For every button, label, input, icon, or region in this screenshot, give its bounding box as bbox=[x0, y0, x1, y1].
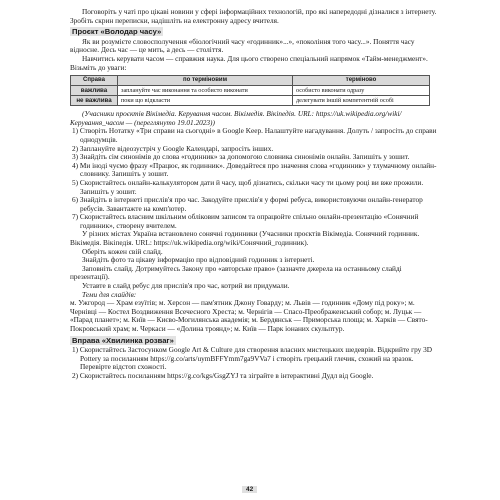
task-item: 4) Ми іноді чуємо фразу «Працює, як годинник». Доведайтеся про значення слова «годинник» у тлумачному онлайн-словнику. Запишіть у зошит. bbox=[72, 160, 437, 179]
task-item: 5) Скористайтесь онлайн-калькулятором дати й часу, щоб дізнатись, скільки часу ти цьому році ви вже прожили. Запишіть у зошит. bbox=[72, 177, 424, 196]
project-heading bbox=[70, 28, 438, 37]
table-header-row bbox=[71, 76, 430, 86]
priority-table bbox=[70, 75, 430, 106]
intro-paragraph: Поговоріть у чаті про цікаві новини у сфері інформаційних технологій, про які напередодні дізналися з інтернету. Зробіть скрин переписки, надішліть на електронну адресу вчителя. bbox=[70, 7, 437, 25]
task-item: 1) Створіть Нотатку «Три справи на сьогодні» в Google Keep. Налаштуйте нагадування. Долуть / запросіть до справи однодумців. bbox=[72, 126, 437, 144]
exercise-title: Вправа «Хвилинка розваг» bbox=[72, 335, 174, 345]
source-citation: (Учасники проєктів Вікімедіа. Керування часом. Вікімедія. Вікіпедія. URL: https://uk.wikipedia.org/wiki/Керування_часом — (переглянуто 19.01.2023)) bbox=[70, 109, 402, 127]
page-content bbox=[70, 8, 438, 381]
task-item: 3) Знайдіть сім синонімів до слова «годинник» за допомогою словника синонімів онлайн. Запишіть у зошит. bbox=[72, 152, 410, 162]
exercise-heading bbox=[70, 337, 438, 346]
table-header-cell: терміново bbox=[293, 76, 430, 86]
task-item: 2) Заплануйте відеозустріч у Google Календарі, запросіть інших. bbox=[72, 143, 274, 153]
table-cell: заплануйте час виконання та особисто виконати bbox=[118, 86, 293, 96]
exercise-item: 2) Скористайтесь посиланням https://g.co/kgs/GsgZYJ та зіграйте в інтерактивні Дудл від Google. bbox=[72, 370, 374, 380]
table-header-cell: по терміновим bbox=[118, 76, 293, 86]
page-number-label: 42 bbox=[242, 486, 257, 493]
table-cell: особисто виконати одразу bbox=[293, 86, 430, 96]
instruction-line: Оберіть кожен свій слайд. bbox=[82, 246, 163, 256]
project-title: Проєкт «Володар часу» bbox=[72, 27, 162, 37]
topics-label: Теми для слайдів: bbox=[82, 289, 137, 299]
table-row bbox=[71, 86, 430, 96]
topics-list: м. Ужгород — Храм езуїтів; м. Херсон — пам'ятник Джону Говарду; м. Львів — годинник «Дому під року»; м. Чернівці — Костел Воздвиження Всечесного Хреста; м. Чернігів — Спасо-Преображенський собор; м. Луцьк — «Парад планет»; м. Київ — Києво-Могилянська академія; м. Бердянськ — Приморська площа; м. Харків — Свято-Покровський храм; м. Черкаси — «Долина троянд»; м. Київ — Парк іонаних скульптур. bbox=[70, 298, 428, 333]
instruction-line: Уставте в слайд ребус для прислів'я про час, котрий ви придумали. bbox=[82, 281, 290, 291]
table-row-label: не важлива bbox=[71, 96, 118, 106]
task-item: 6) Знайдіть в інтернеті прислів'я про час. Закодуйте прислів'я у формі ребуса, використовуючи онлайн-генератор ребусів. Завантажте на комп'ютер. bbox=[72, 195, 423, 213]
table-header-cell: Справа bbox=[71, 76, 118, 86]
table-row-label: важлива bbox=[71, 86, 118, 96]
table-row bbox=[71, 96, 430, 106]
page-number bbox=[242, 486, 257, 493]
exercise-item: 1) Скористайтесь Застосунком Google Art & Culture для створення власних мистецьких шедеврів. Відкрийте гру 3D Pottery за посиланням https://g.co/arts/uymBFFYmm7ga9VVa7 і створіть грецький глечик, схожий на зразок. Перевірте відстоп схожості. bbox=[72, 345, 433, 372]
project-paragraph-2: Навчитись керувати часом — справжня наука. Для цього створено спеціальний напрямок «Тайм-менеджмент». Візьміть до уваги: bbox=[70, 53, 428, 72]
instruction-line: Заповніть слайд. Дотримуйтесь Закону про «авторське право» (зазначте джерела на останньому слайді презентації). bbox=[70, 263, 402, 282]
table-cell: делегувати іншій компетентній особі bbox=[293, 96, 430, 106]
table-cell: поки що відкласти bbox=[118, 96, 293, 106]
project-paragraph-1: Як ви розумієте словосполучення «біологічний часу «годинник»...», «покоління того часу...». Поняття часу відносне. Десь час — це мить, а десь — століття. bbox=[70, 36, 415, 55]
instruction-line: Знайдіть фото та цікаву інформацію про відповідний годинник з інтернеті. bbox=[82, 255, 315, 265]
task-item: 7) Скористайтесь власним шкільним обліковим записом та опрацюйте спільно онлайн-презентацію «Сонячний годинник», створену вчителем. bbox=[72, 212, 419, 230]
sundial-paragraph: У різних містах Україна встановлено сонячні годинники (Учасники проєктів Вікімедіа. Сонячний годинник. Вікімедія. Вікіпедія. URL: https://uk.wikipedia.org/wiki/Сонячний_годинник). bbox=[70, 229, 420, 248]
